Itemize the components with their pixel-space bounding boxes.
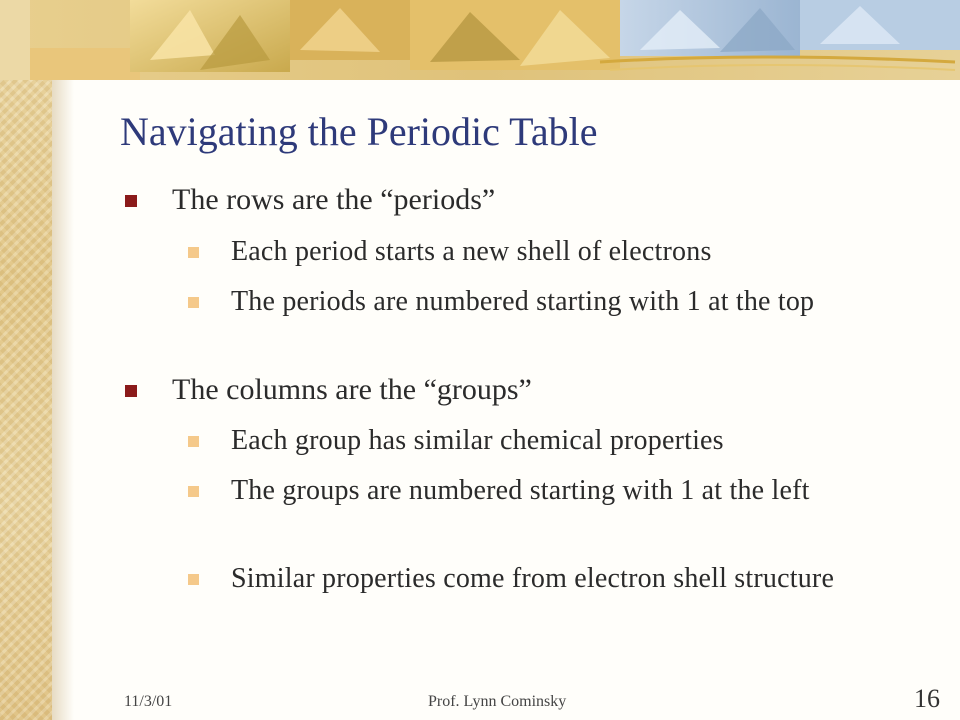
bullet-text: The periods are numbered starting with 1 at the top [231, 286, 815, 317]
footer-author: Prof. Lynn Cominsky [428, 693, 567, 710]
page-number: 16 [914, 684, 940, 713]
square-bullet-icon [188, 436, 199, 447]
bullet-text: Each period starts a new shell of electrons [231, 236, 712, 267]
bullet-text: The groups are numbered starting with 1 at the left [231, 475, 810, 506]
bullet-text: The rows are the “periods” [172, 183, 496, 216]
sub-bullet-item [188, 285, 891, 319]
bullet-text: Similar properties come from electron shell structure [231, 563, 835, 594]
slide-title: Navigating the Periodic Table [120, 109, 598, 154]
square-bullet-icon [188, 297, 199, 308]
bullet-item-rows [125, 183, 872, 217]
square-bullet-icon [125, 195, 137, 207]
sub-bullet-item [188, 474, 891, 508]
sub-bullet-item [188, 424, 891, 458]
sub-bullet-item [188, 562, 891, 596]
sub-bullet-item [188, 235, 891, 269]
footer-date: 11/3/01 [124, 693, 173, 710]
bullet-text: Each group has similar chemical properties [231, 425, 724, 456]
bullet-text: The columns are the “groups” [172, 373, 532, 406]
bullet-item-columns [125, 373, 872, 407]
square-bullet-icon [188, 574, 199, 585]
square-bullet-icon [125, 385, 137, 397]
square-bullet-icon [188, 486, 199, 497]
square-bullet-icon [188, 247, 199, 258]
